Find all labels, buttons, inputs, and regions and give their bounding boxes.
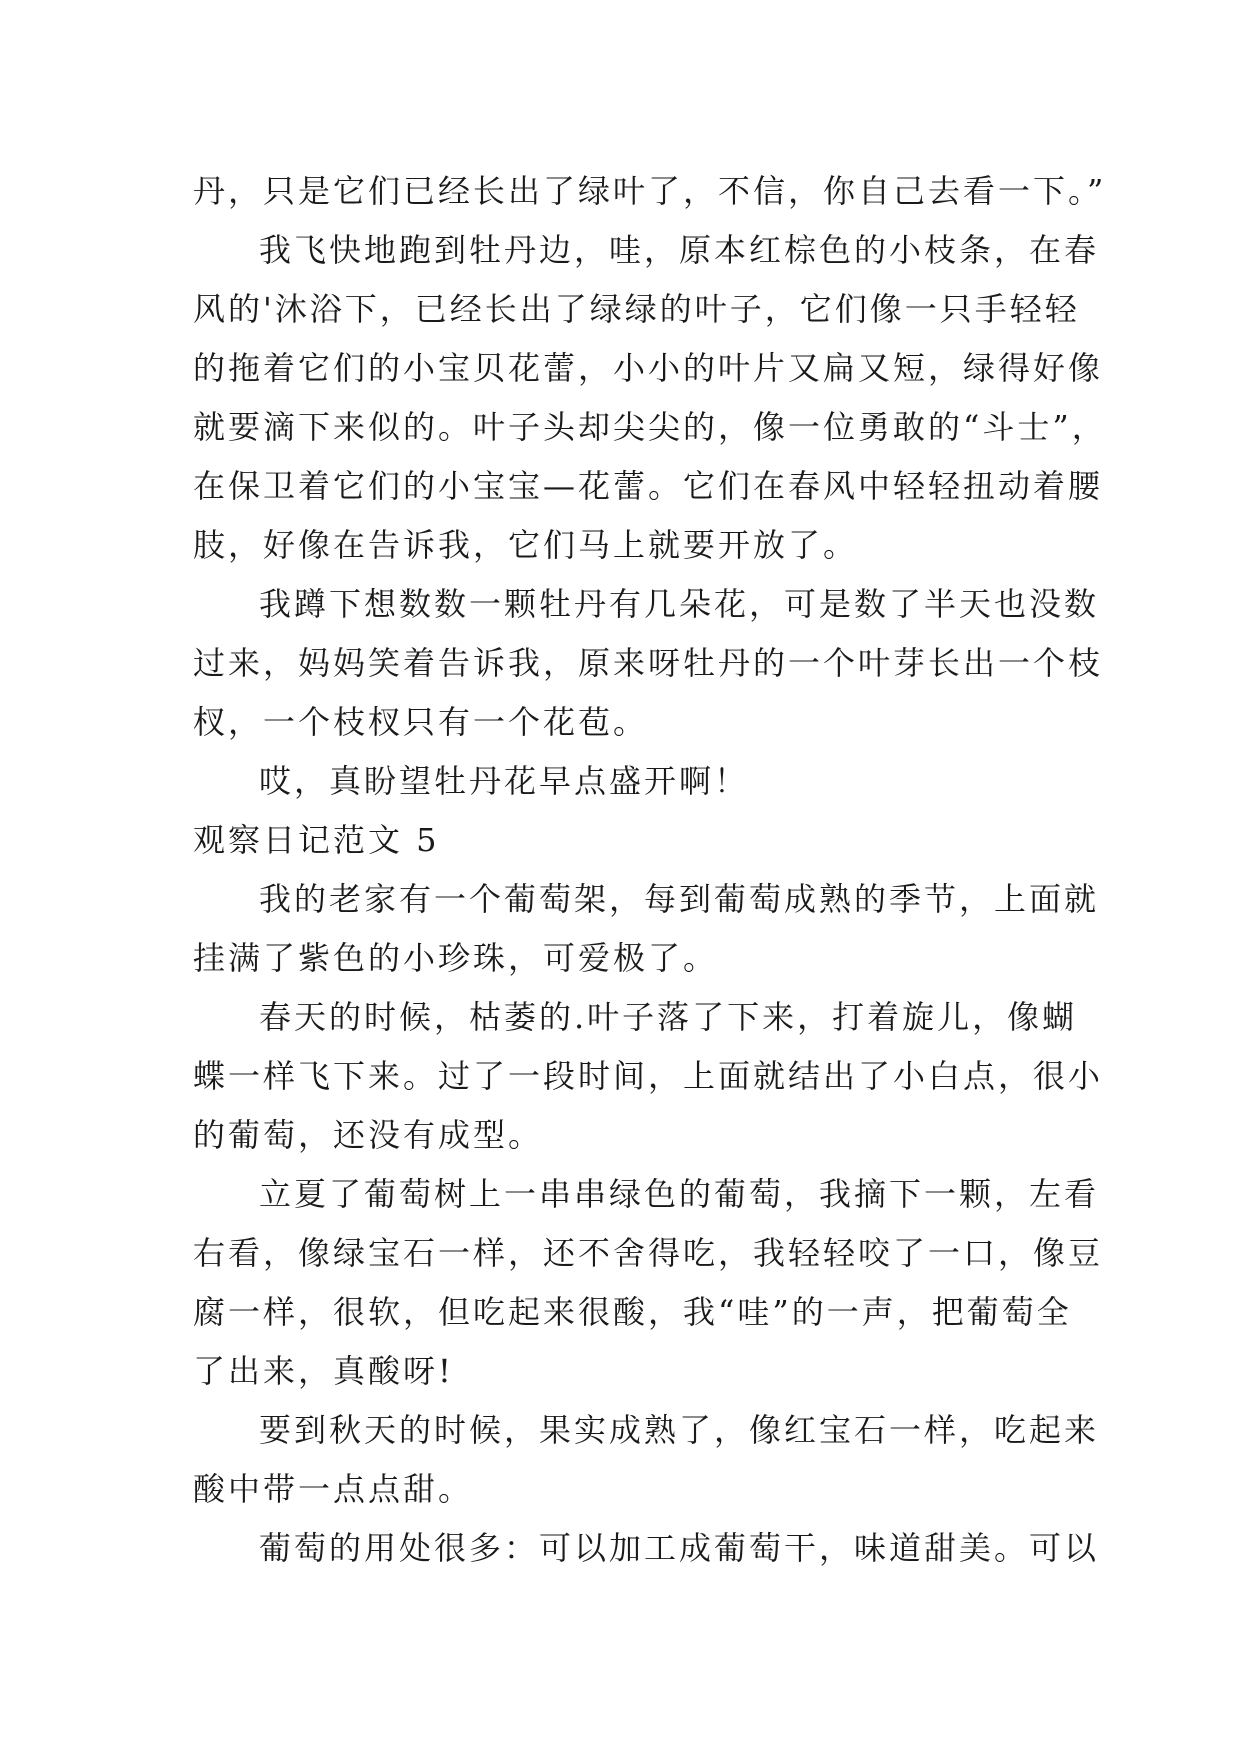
text-line: 我蹲下想数数一颗牡丹有几朵花，可是数了半天也没数: [259, 585, 1100, 623]
text-line: 腐一样，很软，但吃起来很酸，我“哇”的一声，把葡萄全: [193, 1293, 1072, 1331]
text-line: 右看，像绿宝石一样，还不舍得吃，我轻轻咬了一口，像豆: [193, 1234, 1104, 1272]
text-line: 哎，真盼望牡丹花早点盛开啊！: [259, 762, 750, 800]
text-line: 要到秋天的时候，果实成熟了，像红宝石一样，吃起来: [259, 1411, 1100, 1449]
document-body: [193, 162, 1107, 1578]
text-line: 丹，只是它们已经长出了绿叶了，不信，你自己去看一下。”: [193, 172, 1107, 210]
text-line: 我的老家有一个葡萄架，每到葡萄成熟的季节，上面就: [259, 880, 1100, 918]
text-line: 杈，一个枝杈只有一个花苞。: [193, 703, 649, 741]
text-line: 立夏了葡萄树上一串串绿色的葡萄，我摘下一颗，左看: [259, 1175, 1100, 1213]
text-line: 我飞快地跑到牡丹边，哇，原本红棕色的小枝条，在春: [259, 231, 1100, 269]
text-line: 风的'沐浴下，已经长出了绿绿的叶子，它们像一只手轻轻: [193, 290, 1080, 328]
text-line: 挂满了紫色的小珍珠，可爱极了。: [193, 939, 719, 977]
text-line: 的葡萄，还没有成型。: [193, 1116, 544, 1154]
text-line: 蝶一样飞下来。过了一段时间，上面就结出了小白点，很小: [193, 1057, 1104, 1095]
text-line: 酸中带一点点甜。: [193, 1470, 474, 1508]
text-line: 葡萄的用处很多：可以加工成葡萄干，味道甜美。可以: [259, 1529, 1100, 1567]
text-line: 就要滴下来似的。叶子头却尖尖的，像一位勇敢的“斗士”，: [193, 408, 1107, 446]
text-line: 的拖着它们的小宝贝花蕾，小小的叶片又扁又短，绿得好像: [193, 349, 1104, 387]
text-line: 了出来，真酸呀!: [193, 1352, 454, 1390]
text-line: 春天的时候，枯萎的.叶子落了下来，打着旋儿，像蝴: [259, 998, 1078, 1036]
text-line: 在保卫着它们的小宝宝—花蕾。它们在春风中轻轻扭动着腰: [193, 467, 1104, 505]
section-heading: 观察日记范文 5: [193, 821, 440, 859]
text-line: 过来，妈妈笑着告诉我，原来呀牡丹的一个叶芽长出一个枝: [193, 644, 1104, 682]
text-line: 肢，好像在告诉我，它们马上就要开放了。: [193, 526, 859, 564]
